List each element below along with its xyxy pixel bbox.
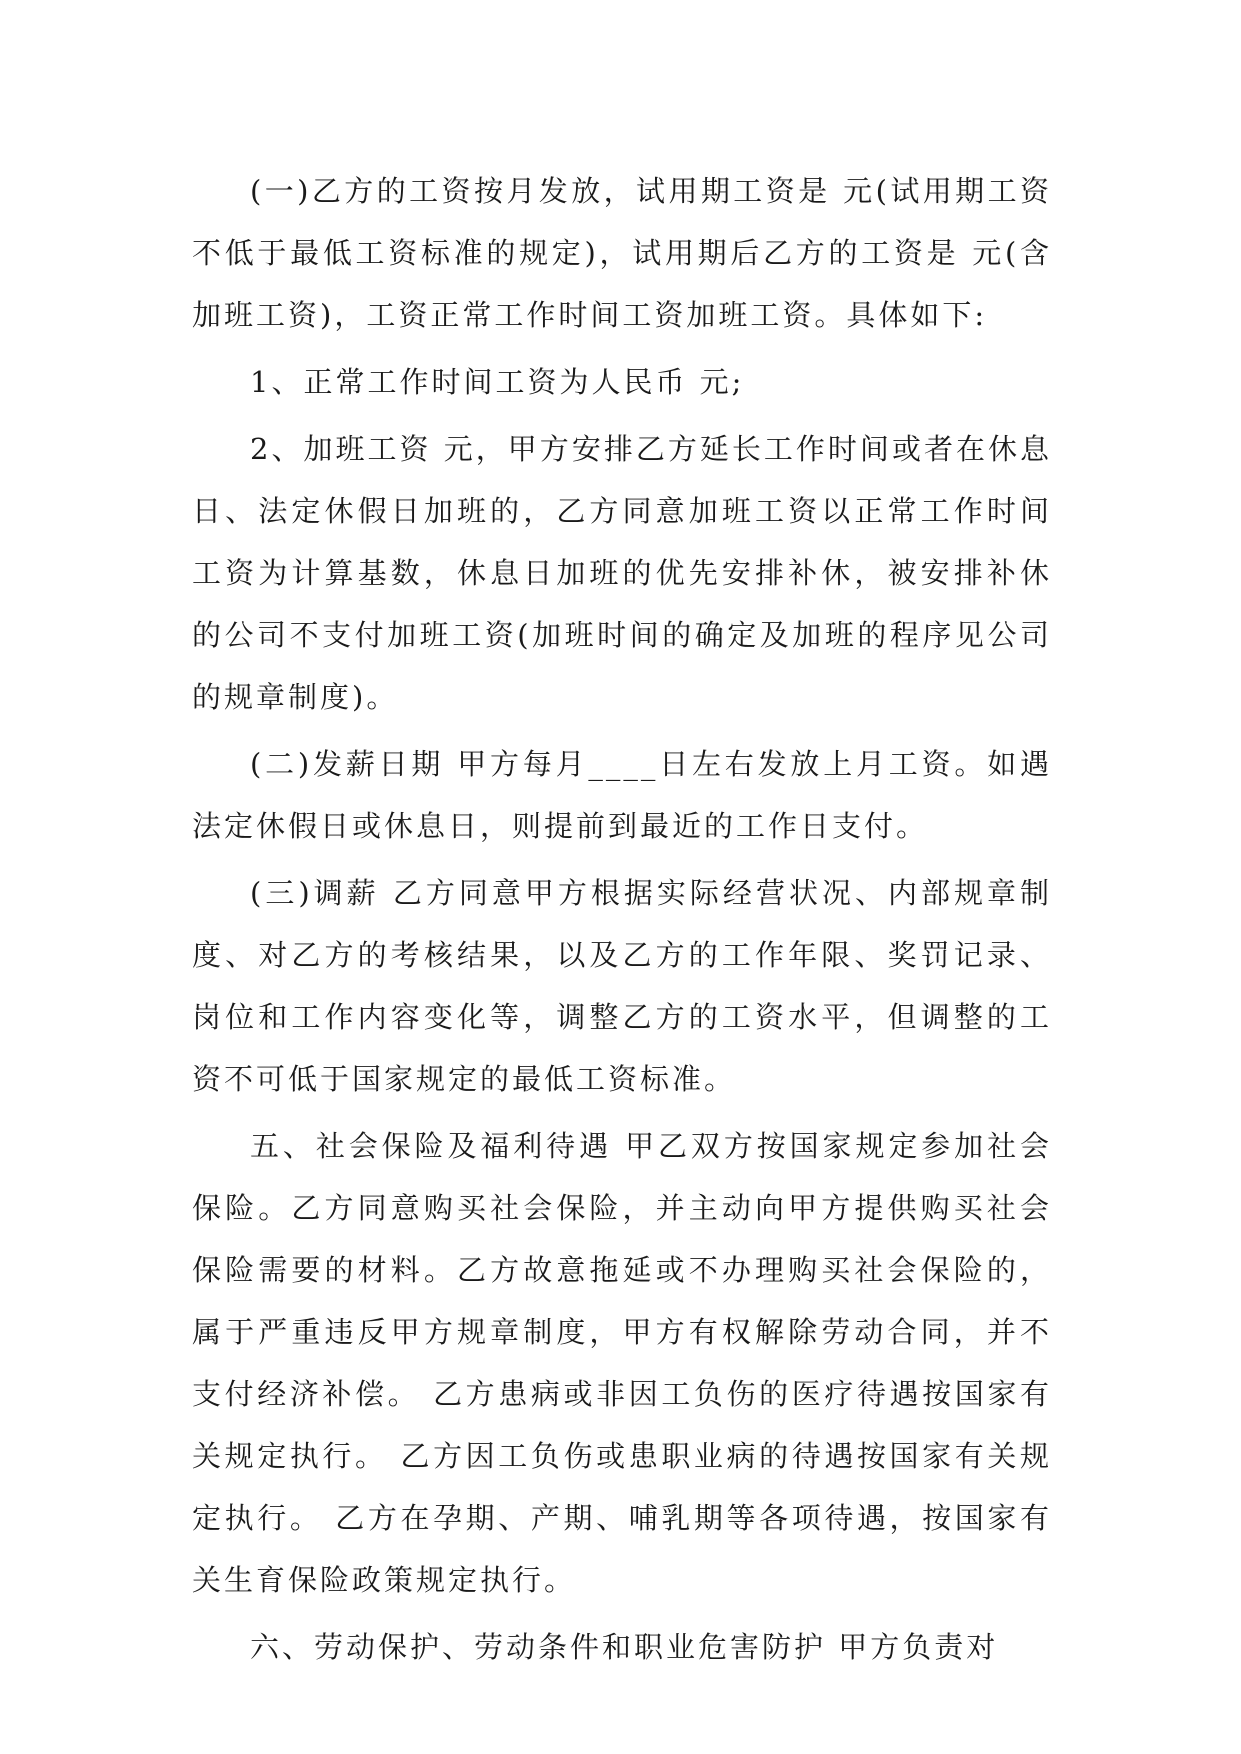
paragraph-normal-wage: 1、正常工作时间工资为人民币 元; [250, 365, 745, 399]
paragraph-labor-protection: 六、劳动保护、劳动条件和职业危害防护 甲方负责对 [250, 1630, 999, 1664]
document-body [192, 160, 1052, 1683]
paragraph-salary-adjustment: (三)调薪 乙方同意甲方根据实际经营状况、内部规章制度、对乙方的考核结果，以及乙方的工作年限、奖罚记录、岗位和工作内容变化等，调整乙方的工资水平，但调整的工资不可低于国家规定的最低工资标准。 [192, 876, 1052, 1096]
paragraph-social-insurance: 五、社会保险及福利待遇 甲乙双方按国家规定参加社会保险。乙方同意购买社会保险，并主动向甲方提供购买社会保险需要的材料。乙方故意拖延或不办理购买社会保险的，属于严重违反甲方规章制度，甲方有权解除劳动合同，并不支付经济补偿。 乙方患病或非因工负伤的医疗待遇按国家有关规定执行。 乙方因工负伤或患职业病的待遇按国家有关规定执行。 乙方在孕期、产期、哺乳期等各项待遇，按国家有关生育保险政策规定执行。 [192, 1129, 1052, 1597]
paragraph-salary-payment: (一)乙方的工资按月发放，试用期工资是 元(试用期工资不低于最低工资标准的规定)，试用期后乙方的工资是 元(含加班工资)，工资正常工作时间工资加班工资。具体如下: [192, 174, 1052, 332]
paragraph-payday: (二)发薪日期 甲方每月____日左右发放上月工资。如遇法定休假日或休息日，则提前到最近的工作日支付。 [192, 747, 1052, 843]
paragraph-overtime-wage: 2、加班工资 元，甲方安排乙方延长工作时间或者在休息日、法定休假日加班的，乙方同意加班工资以正常工作时间工资为计算基数，休息日加班的优先安排补休，被安排补休的公司不支付加班工资(加班时间的确定及加班的程序见公司的规章制度)。 [192, 432, 1052, 714]
